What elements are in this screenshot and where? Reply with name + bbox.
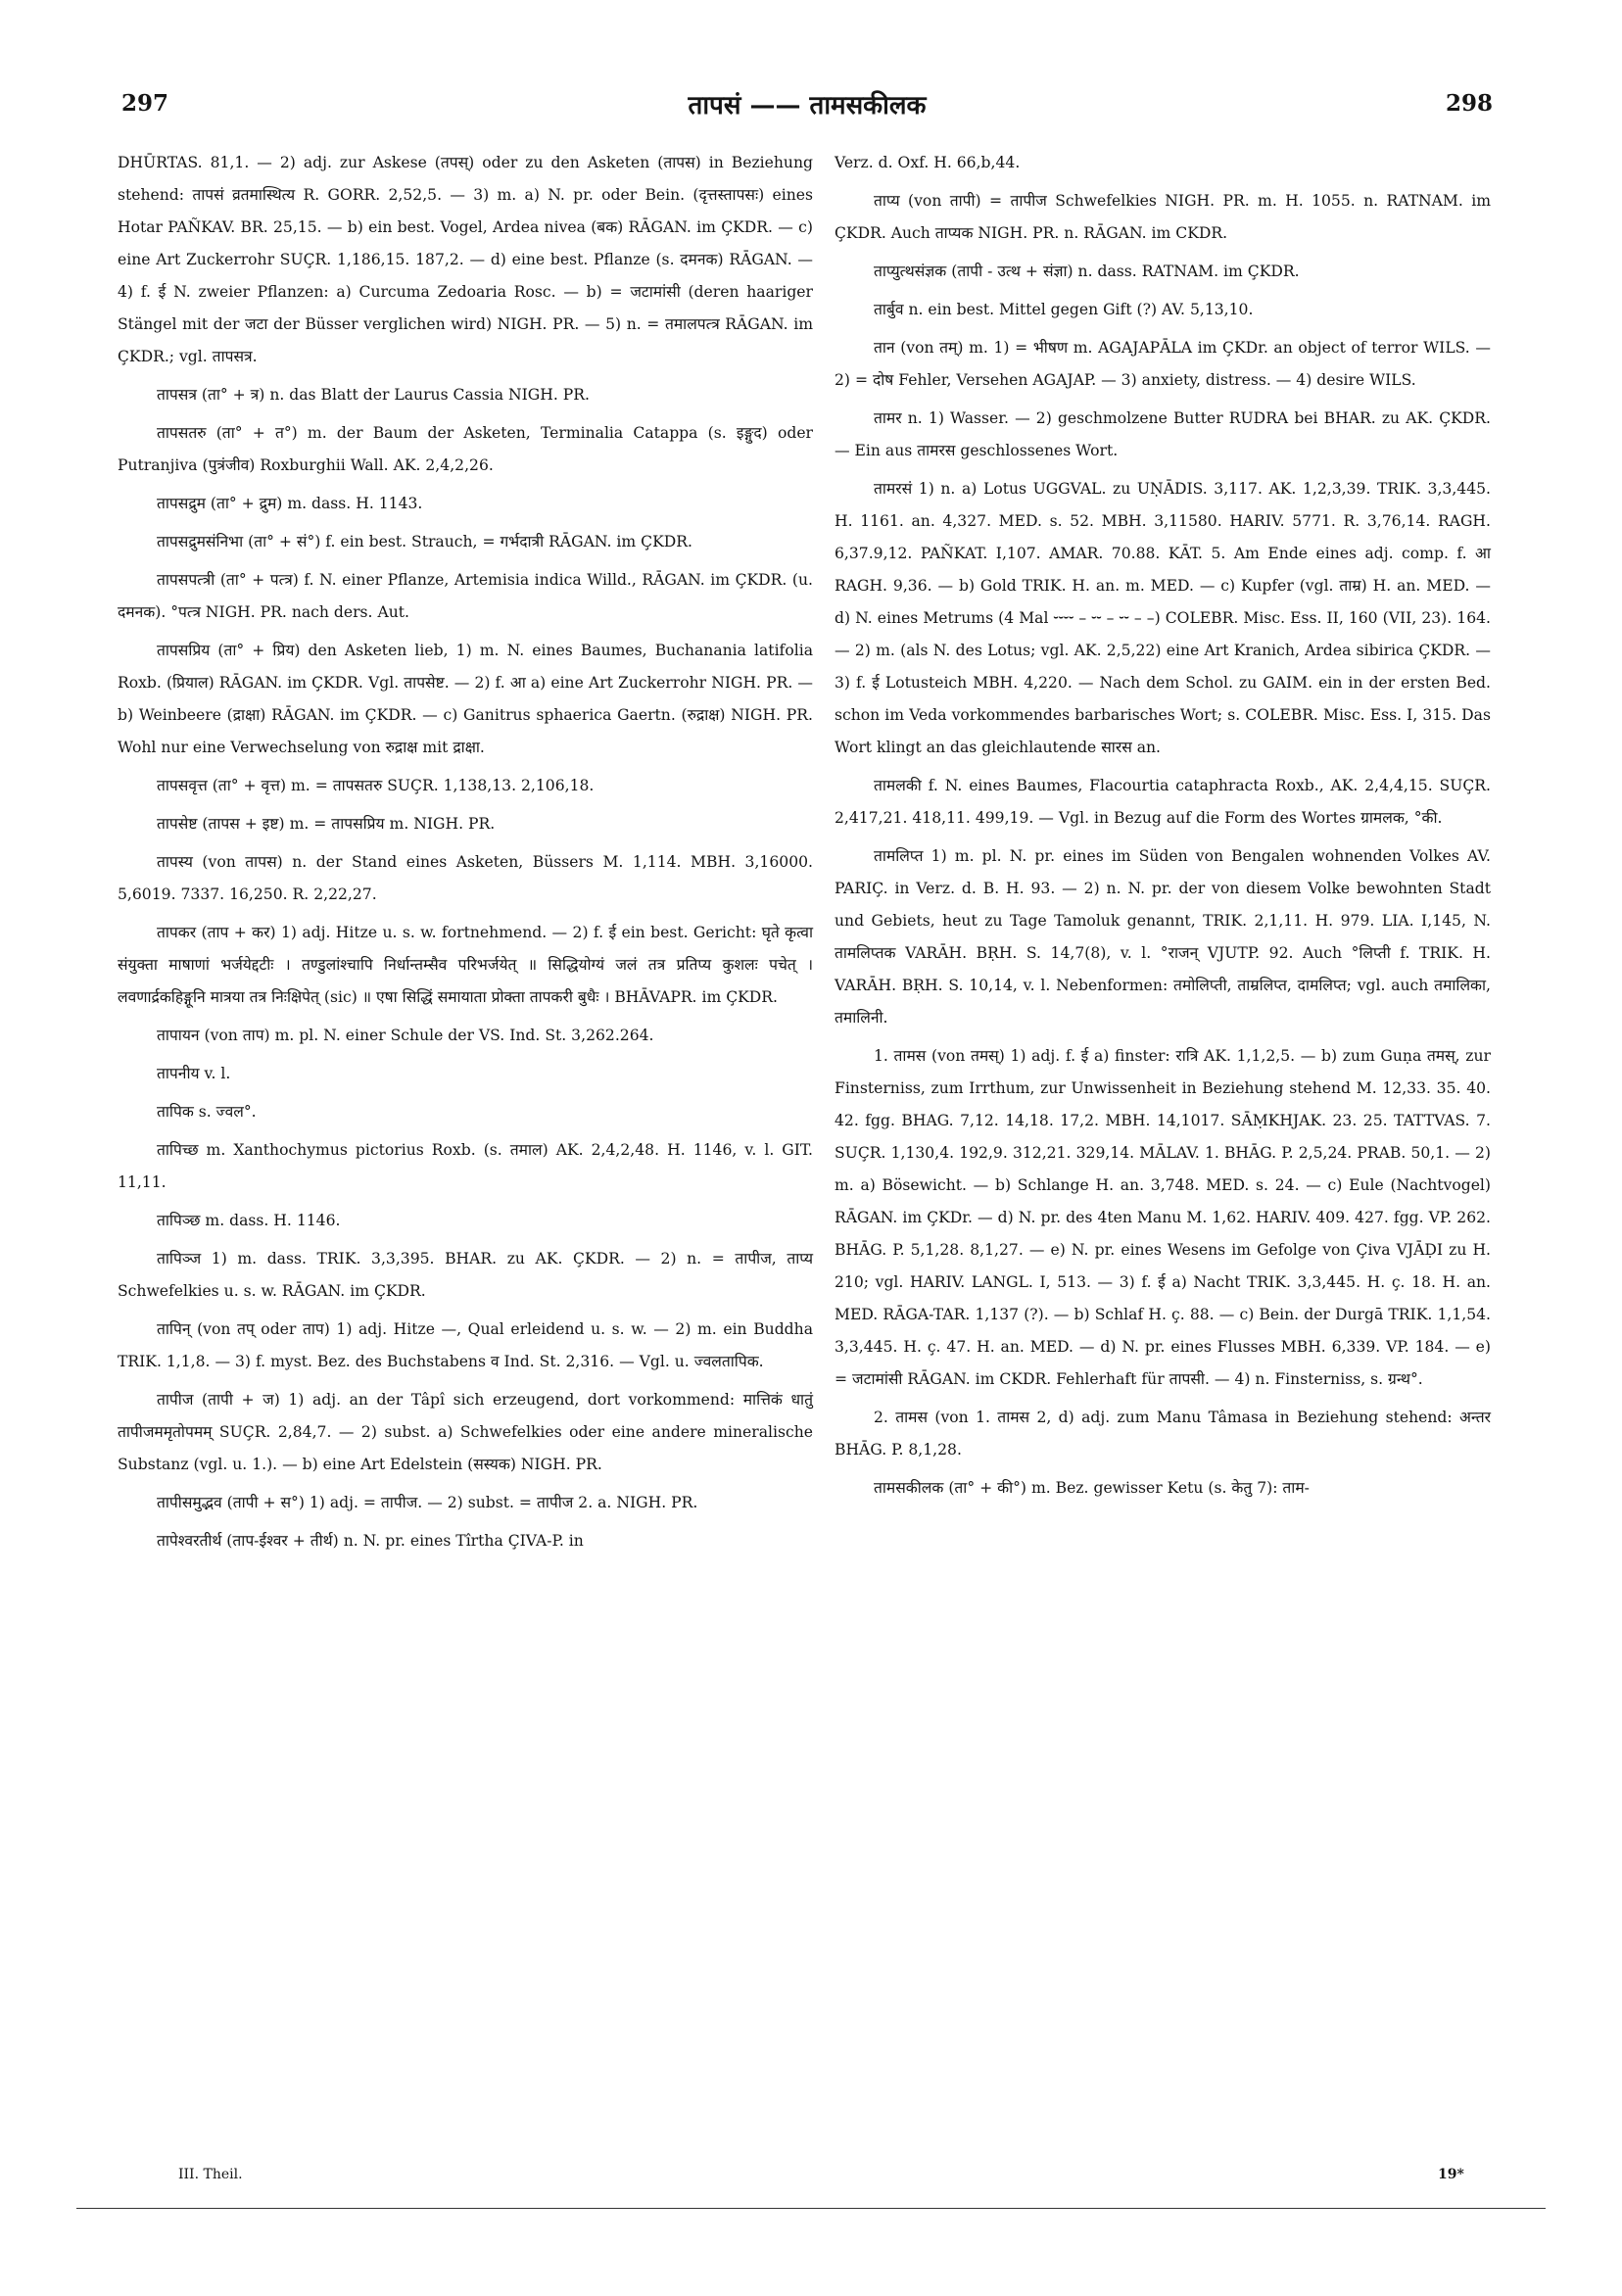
dictionary-entry: तापसतरु (ता° + त°) m. der Baum der Asketen, Terminalia Catappa (s. इङ्गुद) oder Putranjiva (पुत्रंजीव) Roxburghii Wall. AK. 2,4,2,26. — [118, 424, 813, 474]
left-column — [118, 147, 813, 1563]
dictionary-entry: तामलकी f. N. eines Baumes, Flacourtia cataphracta Roxb., AK. 2,4,4,15. SUÇR. 2,417,21. 418,11. 499,19. — Vgl. in Bezug auf die Form des Wortes ग्रामलक, °की. — [835, 777, 1491, 827]
dictionary-entry: तापीसमुद्भव (तापी + स°) 1) adj. = तापीज. — 2) subst. = तापीज 2. a. NIGH. PR. — [157, 1494, 698, 1511]
dictionary-entry: तापसत्र (ता° + त्र) n. das Blatt der Laurus Cassia NIGH. PR. — [157, 386, 590, 404]
page-header — [121, 86, 1493, 131]
dictionary-entry: 2. तामस (von 1. तामस 2, d) adj. zum Manu Tâmasa in Beziehung stehend: अन्तर BHĀG. P. 8,1,28. — [835, 1409, 1491, 1459]
dictionary-entry: तापसेष्ट (तापस + इष्ट) m. = तापसप्रिय m. NIGH. PR. — [157, 815, 496, 833]
dictionary-entry: तामरसं 1) n. a) Lotus UGGVAL. zu UṆĀDIS. 3,117. AK. 1,2,3,39. TRIK. 3,3,445. H. 1161. an. 4,327. MED. s. 52. MBH. 3,11580. HARIV. 5771. R. 3,76,14. RAGH. 6,37.9,12. PAÑKAT. I,107. AMAR. 70.88. KĀT. 5. Am Ende eines adj. comp. f. आ RAGH. 9,36. — b) Gold TRIK. H. an. m. MED. — c) Kupfer (vgl. ताम्र) H. an. MED. — d) N. eines Metrums (4 Mal ⏑⏑⏑⏑ – ⏑⏑ – ⏑⏑ – –) COLEBR. Misc. Ess. II, 160 (VII, 23). 164. — 2) m. (als N. des Lotus; vgl. AK. 2,5,22) eine Art Kranich, Ardea sibirica ÇKDR. — 3) f. ई Lotusteich MBH. 4,220. — Nach dem Schol. zu GAIM. ein in der ersten Bed. schon im Veda vorkommendes barbarisches Wort; s. COLEBR. Misc. Ess. I, 315. Das Wort klingt an das gleichlautende सारस an. — [835, 480, 1491, 756]
right-column — [835, 147, 1491, 1510]
dictionary-entry: तापिञ्ज 1) m. dass. TRIK. 3,3,395. BHAR. zu AK. ÇKDR. — 2) n. = तापीज, ताप्य Schwefelkies u. s. w. RĀGAN. im ÇKDR. — [118, 1250, 813, 1300]
dictionary-entry: तान (von तम्) m. 1) = भीषण m. AGAJAPĀLA im ÇKDr. an object of terror WILS. — 2) = दोष Fehler, Versehen AGAJAP. — 3) anxiety, distress. — 4) desire WILS. — [835, 339, 1491, 389]
dictionary-entry: तामसकीलक (ता° + की°) m. Bez. gewisser Ketu (s. केतु 7): ताम- — [874, 1479, 1310, 1497]
dictionary-entry: तामलिप्त 1) m. pl. N. pr. eines im Süden von Bengalen wohnenden Volkes AV. PARIÇ. in Verz. d. B. H. 93. — 2) n. N. pr. der von diesem Volke bewohnten Stadt und Gebiets, heut zu Tage Tamoluk genannt, TRIK. 2,1,11. H. 979. LIA. I,145, N. तामलिप्तक VARĀH. BṚH. S. 14,7(8), v. l. °राजन् VJUTP. 92. Auch °लिप्ती f. TRIK. H. VARĀH. BṚH. S. 10,14, v. l. Nebenformen: तमोलिप्ती, ताम्रलिप्त, दामलिप्त; vgl. auch तमालिका, तमालिनी. — [835, 847, 1491, 1027]
signature-mark-left: III. Theil. — [178, 2167, 243, 2182]
dictionary-entry: तापिच्छ m. Xanthochymus pictorius Roxb. (s. तमाल) AK. 2,4,2,48. H. 1146, v. l. GIT. 11,11. — [118, 1141, 813, 1191]
left-page-number: 297 — [121, 90, 169, 117]
dictionary-entry: 1. तामस (von तमस्) 1) adj. f. ई a) finster: रात्रि AK. 1,1,2,5. — b) zum Guṇa तमस्, zur Finsterniss, zum Irrthum, zur Unwissenheit in Beziehung stehend M. 12,33. 35. 40. 42. fgg. BHAG. 7,12. 14,18. 17,2. MBH. 14,1017. SĀṂKHJAK. 23. 25. TATTVAS. 7. SUÇR. 1,130,4. 192,9. 312,21. 329,14. MĀLAV. 1. BHĀG. P. 2,5,24. PRAB. 50,1. — 2) m. a) Bösewicht. — b) Schlange H. an. 3,748. MED. s. 24. — c) Eule (Nachtvogel) RĀGAN. im ÇKDr. — d) N. pr. des 4ten Manu M. 1,62. HARIV. 409. 427. fgg. VP. 262. BHĀG. P. 5,1,28. 8,1,27. — e) N. pr. eines Wesens im Gefolge von Çiva VJĀḌI zu H. 210; vgl. HARIV. LANGL. I, 513. — 3) f. ई a) Nacht TRIK. 3,3,445. H. ç. 18. H. an. MED. RĀGA-TAR. 1,137 (?). — b) Schlaf H. ç. 88. — c) Bein. der Durgā TRIK. 1,1,54. 3,3,445. H. ç. 47. H. an. MED. — d) N. pr. eines Flusses MBH. 6,339. VP. 184. — e) = जटामांसी RĀGAN. im CKDR. Fehlerhaft für तापसी. — 4) n. Finsterniss, s. ग्रन्थ°. — [835, 1047, 1491, 1388]
dictionary-entry: तापसप्रिय (ता° + प्रिय) den Asketen lieb, 1) m. N. eines Baumes, Buchanania latifolia Roxb. (प्रियाल) RĀGAN. im ÇKDR. Vgl. तापसेष्ट. — 2) f. आ a) eine Art Zuckerrohr NIGH. PR. — b) Weinbeere (द्राक्षा) RĀGAN. im ÇKDR. — c) Ganitrus sphaerica Gaertn. (रुद्राक्ष) NIGH. PR. Wohl nur eine Verwechselung von रुद्राक्ष mit द्राक्षा. — [118, 642, 813, 756]
dictionary-entry: ताप्युत्थसंज्ञक (तापी - उत्थ + संज्ञा) n. dass. RATNAM. im ÇKDR. — [874, 263, 1300, 280]
dictionary-entry: तापीज (तापी + ज) 1) adj. an der Tâpî sich erzeugend, dort vorkommend: मात्तिकं धातुं तापीजममृतोपमम् SUÇR. 2,84,7. — 2) subst. a) Schwefelkies oder eine andere mineralische Substanz (vgl. u. 1.). — b) eine Art Edelstein (सस्यक) NIGH. PR. — [118, 1391, 813, 1473]
dictionary-entry: तार्बुव n. ein best. Mittel gegen Gift (?) AV. 5,13,10. — [874, 301, 1254, 318]
right-page-number: 298 — [1445, 90, 1493, 117]
bottom-rule — [76, 2208, 1546, 2209]
dictionary-entry: DHŪRTAS. 81,1. — 2) adj. zur Askese (तपस्) oder zu den Asketen (तापस) in Beziehung stehend: तापसं व्रतमास्थित्य R. GORR. 2,52,5. — 3) m. a) N. pr. oder Bein. (दृत्तस्तापसः) eines Hotar PAÑKAV. BR. 25,15. — b) ein best. Vogel, Ardea nivea (बक) RĀGAN. im ÇKDR. — c) eine Art Zuckerrohr SUÇR. 1,186,15. 187,2. — d) eine best. Pflanze (s. दमनक) RĀGAN. — 4) f. ई N. zweier Pflanzen: a) Curcuma Zedoaria Rosc. — b) = जटामांसी (deren haariger Stängel mit der जटा der Büsser verglichen wird) NIGH. PR. — 5) n. = तमालपत्त्र RĀGAN. im ÇKDR.; vgl. तापसत्र. — [118, 154, 813, 365]
dictionary-entry: तापसद्रुम (ता° + द्रुम) m. dass. H. 1143. — [157, 495, 423, 512]
dictionary-entry: तापेश्वरतीर्थ (ताप-ईश्वर + तीर्थ) n. N. pr. eines Tîrtha ÇIVA-P. in — [157, 1532, 584, 1550]
dictionary-entry: तामर n. 1) Wasser. — 2) geschmolzene Butter RUDRA bei BHAR. zu AK. ÇKDR. — Ein aus तामरस geschlossenes Wort. — [835, 409, 1491, 459]
dictionary-entry: तापायन (von ताप) m. pl. N. einer Schule der VS. Ind. St. 3,262.264. — [157, 1027, 654, 1044]
running-head: तापसं —— तामसकीलक — [688, 91, 927, 120]
dictionary-entry: तापनीय v. l. — [157, 1065, 231, 1082]
dictionary-entry: तापस्य (von तापस) n. der Stand eines Asketen, Büssers M. 1,114. MBH. 3,16000. 5,6019. 7337. 16,250. R. 2,22,27. — [118, 853, 813, 903]
dictionary-entry: तापकर (ताप + कर) 1) adj. Hitze u. s. w. fortnehmend. — 2) f. ई ein best. Gericht: घृते कृत्वा संयुक्ता माषाणां भर्जयेद्दटीः । तण्डुलांश्चापि निर्धान्तम्सैव परिभर्जयेत् ॥ सिद्धियोग्यं जलं तत्र प्रतिप्य कुशलः पचेत् । लवणार्द्रकहिङ्गूनि मात्रया तत्र निःक्षिपेत् (sic) ॥ एषा सिद्धिं समायाता प्रोक्ता तापकरी बुधैः । BHĀVAPR. im ÇKDR. — [118, 924, 813, 1006]
dictionary-entry: Verz. d. Oxf. H. 66,b,44. — [835, 154, 1021, 171]
dictionary-entry: तापिक s. ज्वल°. — [157, 1103, 257, 1121]
dictionary-entry: ताप्य (von तापी) = तापीज Schwefelkies NIGH. PR. m. H. 1055. n. RATNAM. im ÇKDR. Auch ताप्यक NIGH. PR. n. RĀGAN. im CKDR. — [835, 192, 1491, 242]
dictionary-entry: तापिञ्छ m. dass. H. 1146. — [157, 1212, 341, 1229]
signature-mark-right: 19* — [1438, 2167, 1464, 2182]
dictionary-entry: तापसपत्त्री (ता° + पत्त्र) f. N. einer Pflanze, Artemisia indica Willd., RĀGAN. im ÇKDR. (u. दमनक). °पत्त्र NIGH. PR. nach ders. Aut. — [118, 571, 813, 621]
dictionary-entry: तापसवृत्त (ता° + वृत्त) m. = तापसतरु SUÇR. 1,138,13. 2,106,18. — [157, 777, 595, 794]
dictionary-entry: तापसद्रुमसंनिभा (ता° + सं°) f. ein best. Strauch, = गर्भदात्री RĀGAN. im ÇKDR. — [157, 533, 692, 550]
dictionary-entry: तापिन् (von तप् oder ताप) 1) adj. Hitze —, Qual erleidend u. s. w. — 2) m. ein Buddha TRIK. 1,1,8. — 3) f. myst. Bez. des Buchstabens व Ind. St. 2,316. — Vgl. u. ज्वलतापिक. — [118, 1320, 813, 1370]
